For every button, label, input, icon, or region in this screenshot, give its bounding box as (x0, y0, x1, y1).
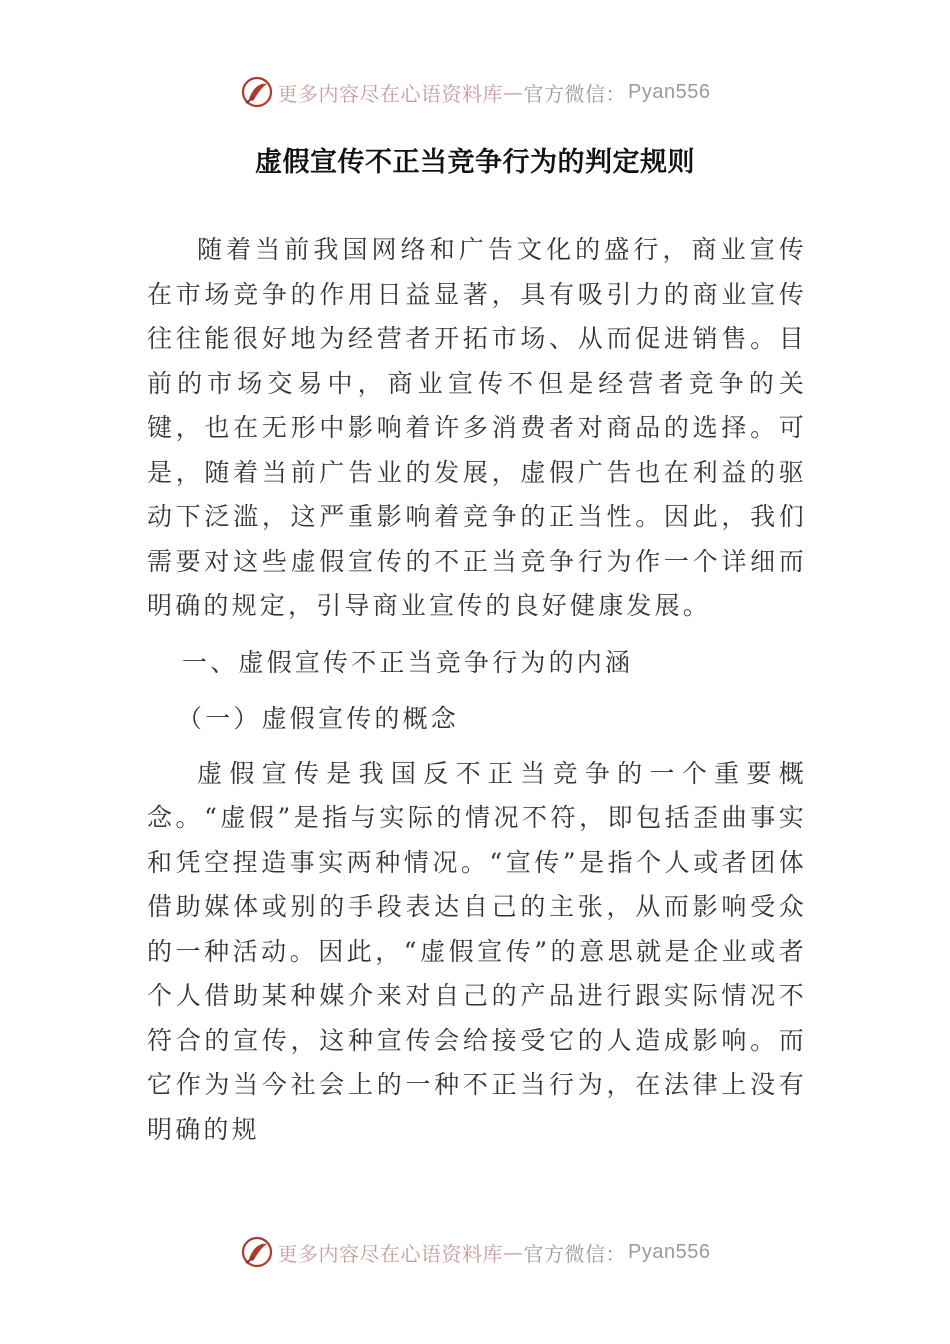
banner-wechat-id: Pyan556 (628, 1240, 711, 1263)
section-heading: 一、虚假宣传不正当竞争行为的内涵 (182, 647, 634, 677)
logo-icon (240, 1235, 274, 1269)
subsection-heading: （一）虚假宣传的概念 (177, 704, 460, 733)
footer-banner (0, 1232, 950, 1272)
document-body (147, 228, 807, 1152)
header-banner (0, 72, 950, 112)
banner-dash: — (503, 1240, 524, 1264)
document-title: 虚假宣传不正当竞争行为的判定规则 (255, 147, 695, 178)
banner-wechat-label: 官方微信： (523, 1241, 627, 1266)
paragraph-intro: 随着当前我国网络和广告文化的盛行，商业宣传在市场竞争的作用日益显著，具有吸引力的商业宣传往往能很好地为经营者开拓市场、从而促进销售。目前的市场交易中，商业宣传不但是经营者竞争的关键，也在无形中影响着许多消费者对商品的选择。可是，随着当前广告业的发展，虚假广告也在利益的驱动下泛滥，这严重影响着竞争的正当性。因此，我们需要对这些虚假宣传的不正当竞争行为作一个详细而明确的规定，引导商业宣传的良好健康发展。 (147, 235, 807, 620)
banner-site-text: 更多内容尽在心语资料库 (277, 81, 504, 106)
banner-wechat-id: Pyan556 (628, 80, 711, 103)
banner-wechat-label: 官方微信： (523, 81, 627, 106)
paragraph-concept: 虚假宣传是我国反不正当竞争的一个重要概念。“虚假”是指与实际的情况不符，即包括歪曲事实和凭空捏造事实两种情况。“宣传”是指个人或者团体借助媒体或别的手段表达自己的主张，从而影响受众的一种活动。因此，“虚假宣传”的意思就是企业或者个人借助某种媒介来对自己的产品进行跟实际情况不符合的宣传，这种宣传会给接受它的人造成影响。而它作为当今社会上的一种不正当行为，在法律上没有明确的规 (147, 758, 807, 1144)
banner-site-text: 更多内容尽在心语资料库 (277, 1241, 504, 1266)
banner-dash: — (503, 80, 524, 104)
logo-icon (240, 75, 274, 109)
